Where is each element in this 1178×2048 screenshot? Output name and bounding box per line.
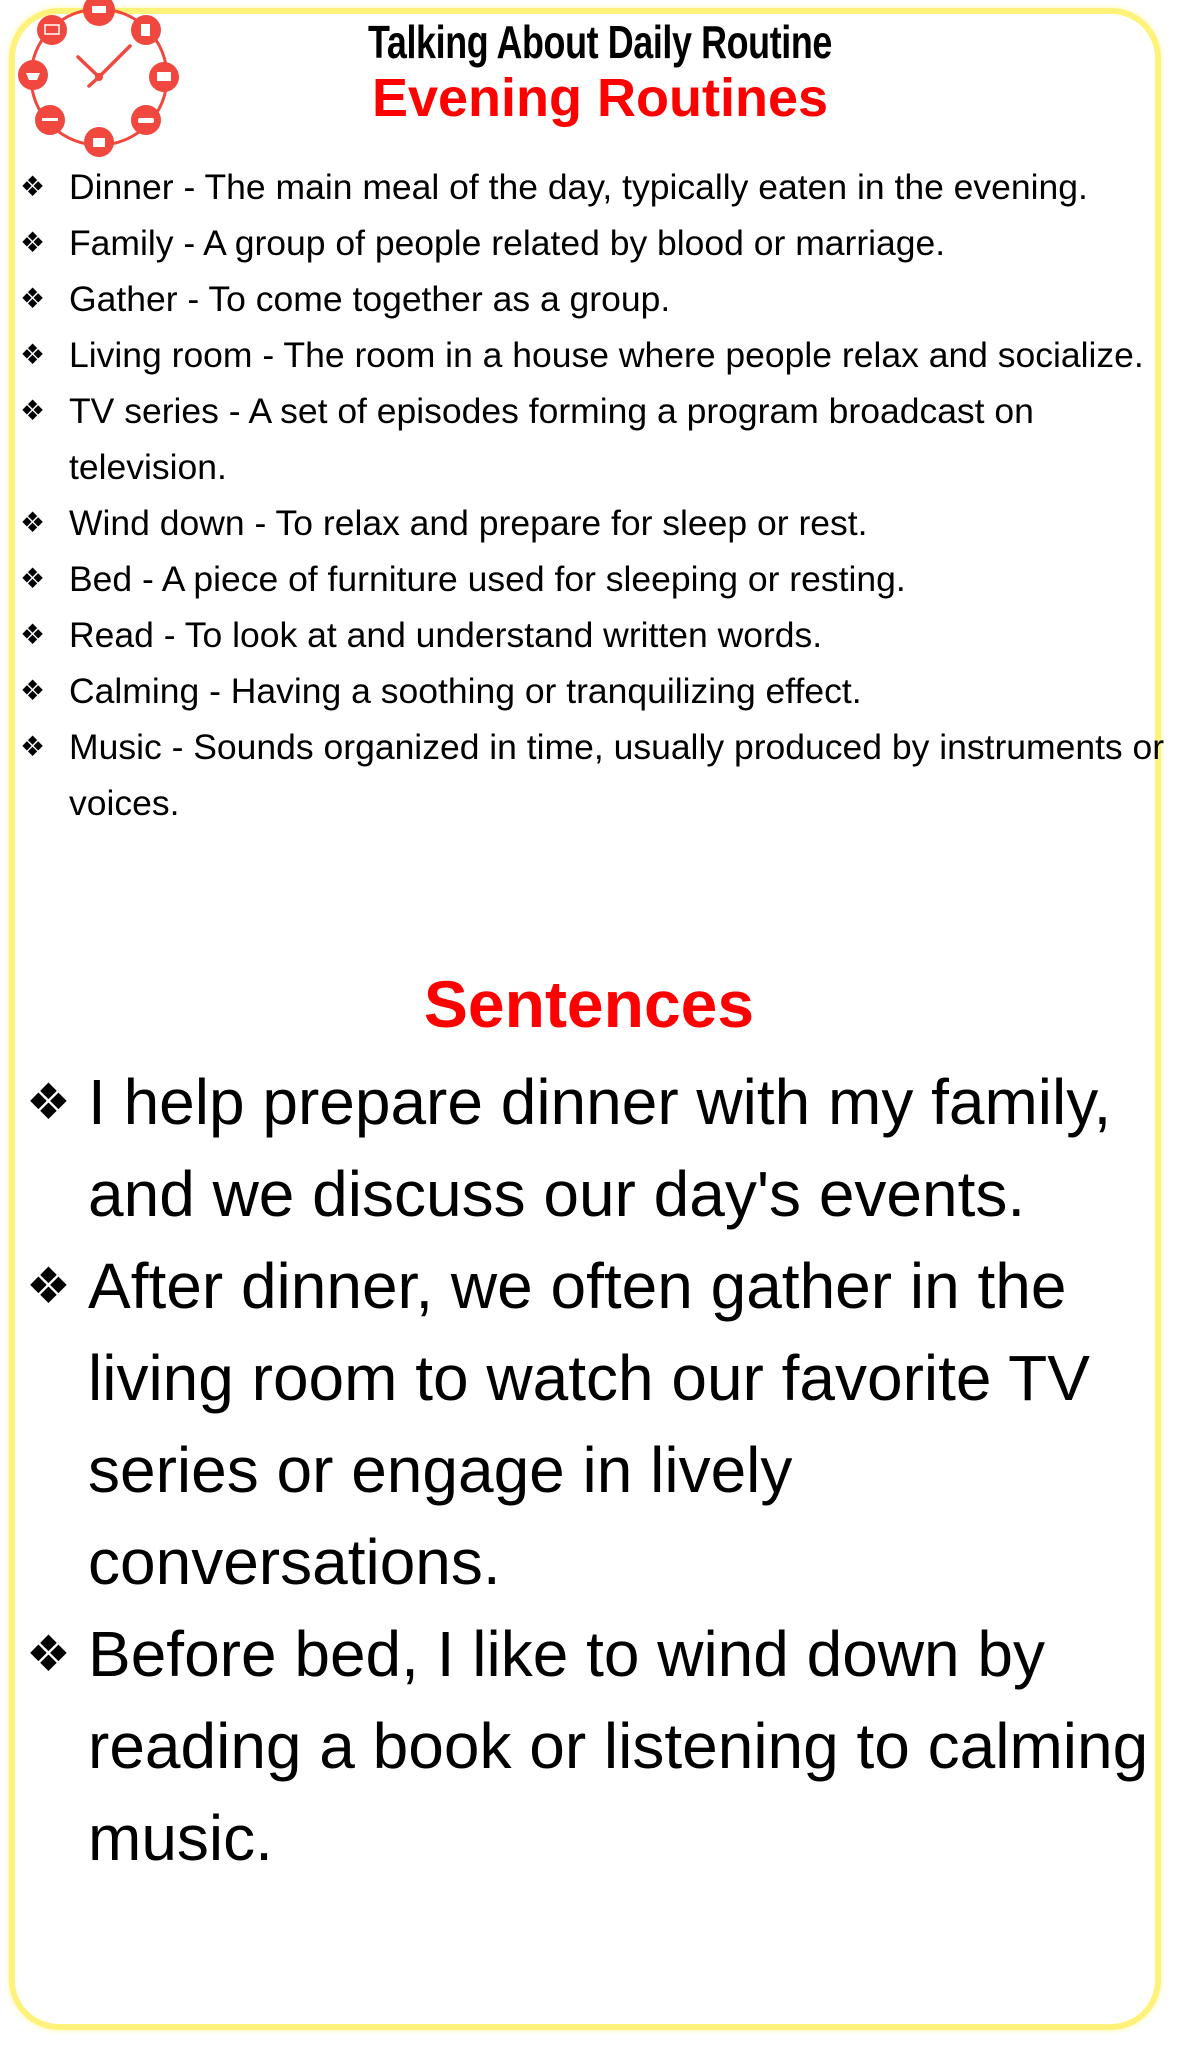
sentences-heading: Sentences <box>423 967 755 1041</box>
vocab-text: Calming - Having a soothing or tranquilizing effect. <box>69 671 862 711</box>
list-item <box>20 495 1165 551</box>
bullet-icon: ❖ <box>20 675 46 706</box>
bullet-icon: ❖ <box>20 339 46 370</box>
vocab-text: Read - To look at and understand written words. <box>69 615 823 655</box>
vocab-text: Music - Sounds organized in time, usually produced by instruments or voices. <box>69 727 1165 823</box>
vocab-text: Living room - The room in a house where people relax and socialize. <box>69 335 1144 375</box>
list-item <box>20 159 1165 215</box>
list-item <box>20 271 1165 327</box>
list-item <box>20 607 1165 663</box>
vocabulary-list <box>20 159 1165 831</box>
list-item <box>20 215 1165 271</box>
list-item <box>20 551 1165 607</box>
page-subtitle: Evening Routines <box>371 68 829 128</box>
bullet-icon: ❖ <box>20 563 46 594</box>
bullet-icon: ❖ <box>20 171 46 202</box>
vocab-text: Family - A group of people related by blood or marriage. <box>69 223 946 263</box>
vocab-text: TV series - A set of episodes forming a program broadcast on television. <box>69 391 1034 487</box>
vocab-text: Gather - To come together as a group. <box>69 279 671 319</box>
vocab-text: Bed - A piece of furniture used for sleeping or resting. <box>69 559 906 599</box>
sentence-item <box>26 1056 1166 1240</box>
bullet-icon: ❖ <box>26 1074 71 1130</box>
list-item <box>20 663 1165 719</box>
page-title: Talking About Daily Routine <box>368 16 832 68</box>
bullet-icon: ❖ <box>20 731 46 762</box>
list-item <box>20 327 1165 383</box>
vocab-text: Wind down - To relax and prepare for sleep or rest. <box>69 503 868 543</box>
bullet-icon: ❖ <box>20 227 46 258</box>
sentence-text: I help prepare dinner with my family, and we discuss our day's events. <box>88 1066 1112 1230</box>
bullet-icon: ❖ <box>20 283 46 314</box>
sentences-list <box>26 1056 1166 1884</box>
sentence-item <box>26 1608 1166 1884</box>
bullet-icon: ❖ <box>26 1258 71 1314</box>
vocab-text: Dinner - The main meal of the day, typically eaten in the evening. <box>69 167 1088 207</box>
sentence-text: Before bed, I like to wind down by reading a book or listening to calming music. <box>88 1618 1149 1874</box>
bullet-icon: ❖ <box>20 395 46 426</box>
bullet-icon: ❖ <box>20 619 46 650</box>
bullet-icon: ❖ <box>20 507 46 538</box>
sentence-text: After dinner, we often gather in the living room to watch our favorite TV series or engage in lively conversations. <box>88 1250 1090 1598</box>
bullet-icon: ❖ <box>26 1626 71 1682</box>
clock-logo-icon <box>6 0 182 160</box>
sentence-item <box>26 1240 1166 1608</box>
list-item <box>20 719 1165 831</box>
list-item <box>20 383 1165 495</box>
